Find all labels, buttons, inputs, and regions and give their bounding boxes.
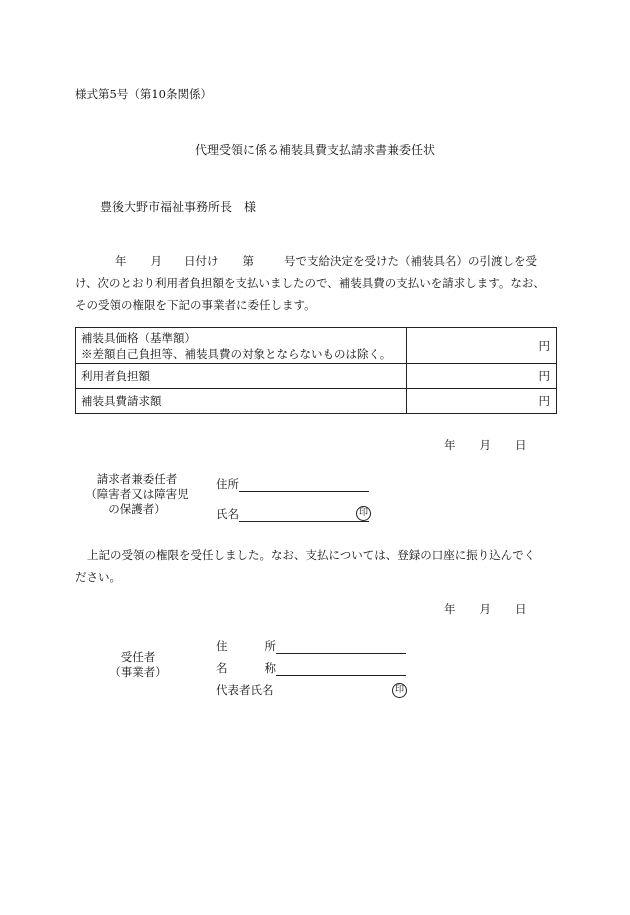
recipient	[100, 198, 256, 215]
acceptance-paragraph-line-2: ださい。	[75, 570, 121, 584]
acceptance-paragraph-line-1: 上記の受領の権限を受任しました。なお、支払については、登録の口座に振り込んでく	[87, 548, 536, 562]
agent-role	[98, 650, 178, 680]
agent-address-label: 住 所	[216, 639, 276, 653]
request-date-day: 日	[515, 438, 527, 452]
base-price-label-cell	[76, 328, 407, 364]
agent-company-label: 名 称	[216, 661, 276, 675]
request-date-year: 年	[444, 438, 456, 452]
seal-icon: 印	[356, 506, 371, 521]
acceptance-date	[444, 601, 527, 617]
yen-unit: 円	[538, 369, 550, 383]
request-date-month: 月	[479, 438, 491, 452]
requester-name-label: 氏名	[216, 507, 239, 521]
agent-address-row	[216, 638, 406, 654]
request-paragraph-line-2: け、次のとおり利用者負担額を支払いましたので、補装具費の支払いを請求します。なお、	[75, 276, 545, 290]
agent-company-field[interactable]	[276, 661, 406, 676]
agent-representative-row	[216, 682, 274, 698]
claim-amount-field[interactable]	[407, 389, 557, 414]
requester-role-line-2: （障害者又は障害児	[85, 487, 189, 501]
table-row	[76, 328, 557, 364]
representative-seal-field[interactable]	[392, 682, 407, 698]
base-price-amount-field[interactable]	[407, 328, 557, 364]
acceptance-date-year: 年	[444, 602, 456, 616]
agent-role-line-1: 受任者	[120, 650, 156, 664]
requester-address-label: 住所	[216, 477, 239, 491]
yen-unit: 円	[538, 338, 550, 353]
recipient-name: 豊後大野市福祉事務所長	[100, 200, 233, 214]
table-row	[76, 389, 557, 414]
yen-unit: 円	[538, 394, 550, 408]
request-date	[444, 437, 527, 453]
agent-representative-label: 代表者氏名	[216, 683, 274, 697]
agent-name-row	[216, 660, 406, 676]
request-paragraph-line-1	[75, 250, 556, 272]
requester-role	[75, 472, 199, 517]
request-paragraph	[75, 250, 556, 316]
decision-number-rest: 号で支給決定を受けた（補装具名）の引渡しを受	[284, 254, 537, 268]
requester-address-field[interactable]	[239, 477, 369, 492]
requester-role-line-1: 請求者兼委任者	[96, 472, 178, 486]
document-title: 代理受領に係る補装具費支払請求書兼委任状	[194, 143, 435, 157]
user-share-amount-field[interactable]	[407, 364, 557, 389]
form-number: 様式第5号（第10条関係）	[75, 87, 212, 101]
seal-icon: 印	[392, 683, 407, 698]
agent-address-field[interactable]	[276, 639, 406, 654]
decision-year-label: 年	[115, 254, 127, 268]
base-price-note: ※差額自己負担等、補装具費の対象とならないものは除く。	[81, 346, 392, 361]
acceptance-paragraph	[75, 544, 556, 588]
requester-role-line-3: の保護者）	[108, 502, 166, 516]
agent-role-line-2: （事業者）	[109, 665, 167, 679]
acceptance-date-day: 日	[515, 602, 527, 616]
acceptance-date-month: 月	[479, 602, 491, 616]
decision-month-label: 月	[150, 254, 162, 268]
amount-table	[75, 327, 557, 414]
claim-amount-label: 補装具費請求額	[76, 389, 407, 414]
decision-day-label: 日付け	[184, 254, 219, 268]
requester-address-row	[216, 476, 369, 492]
requester-name-row	[216, 506, 369, 522]
user-share-label: 利用者負担額	[76, 364, 407, 389]
base-price-label: 補装具価格（基準額）	[81, 330, 196, 345]
table-row	[76, 364, 557, 389]
request-paragraph-line-3: その受領の権限を下記の事業者に委任します。	[75, 298, 316, 312]
decision-number-prefix: 第	[242, 254, 254, 268]
requester-name-field[interactable]	[239, 507, 369, 522]
recipient-honorific: 様	[244, 200, 257, 214]
